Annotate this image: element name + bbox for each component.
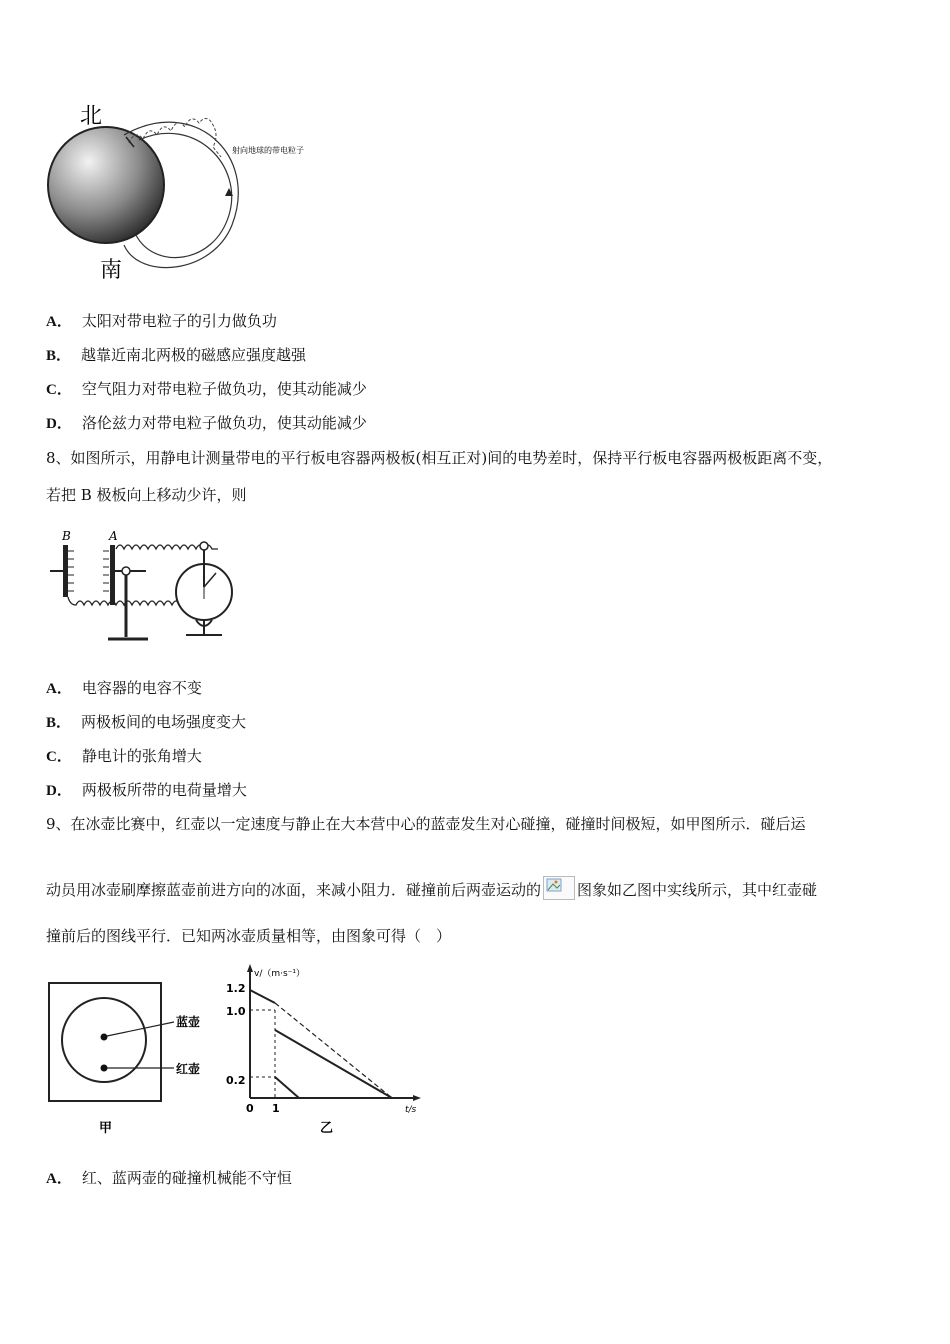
option-letter: A． bbox=[46, 681, 72, 697]
q9-stem-line1: 9、在冰壶比赛中，红壶以一定速度与静止在大本营中心的蓝壶发生对心碰撞，碰撞时间极短，如甲图所示．碰后运 bbox=[46, 815, 806, 833]
red-stone-label: 红壶 bbox=[176, 1062, 201, 1076]
q9-stem-line2 bbox=[46, 876, 817, 900]
option-text: 红、蓝两壶的碰撞机械能不守恒 bbox=[81, 1169, 292, 1187]
q8-stem-line2: 若把 B 极板向上移动少许，则 bbox=[46, 486, 247, 504]
particle-annotation: 射向地球的带电粒子 bbox=[232, 146, 304, 155]
q7-option-d bbox=[46, 413, 367, 434]
option-text: 静电计的张角增大 bbox=[81, 747, 202, 765]
option-text: 两极板所带的电荷量增大 bbox=[81, 781, 247, 799]
house-frame bbox=[49, 983, 161, 1101]
q8-option-b bbox=[46, 712, 246, 733]
broken-image-icon bbox=[543, 876, 575, 900]
option-text: 洛伦兹力对带电粒子做负功，使其动能减少 bbox=[81, 414, 367, 432]
red-stone-before-line bbox=[250, 990, 275, 1003]
option-text: 空气阻力对带电粒子做负功，使其动能减少 bbox=[81, 380, 367, 398]
north-label: 北 bbox=[80, 104, 103, 129]
q7-option-c bbox=[46, 379, 367, 400]
option-letter: C． bbox=[46, 749, 72, 765]
option-text: 越靠近南北两极的磁感应强度越强 bbox=[81, 346, 307, 364]
blue-stone-after-line bbox=[275, 1030, 392, 1098]
blue-stone bbox=[101, 1034, 108, 1041]
q7-option-a bbox=[46, 311, 277, 332]
red-stone-extrapolation bbox=[275, 1003, 392, 1098]
q9-option-a bbox=[46, 1168, 292, 1189]
figure-caption-yi: 乙 bbox=[320, 1121, 334, 1136]
figure-caption-jia: 甲 bbox=[99, 1121, 113, 1136]
option-text: 两极板间的电场强度变大 bbox=[81, 713, 247, 731]
capacitor-electrometer-figure bbox=[46, 527, 246, 652]
q8-option-a bbox=[46, 678, 202, 699]
plate-a bbox=[110, 545, 115, 605]
q9-stem-line2-after: 图象如乙图中实线所示，其中红壶碰 bbox=[577, 881, 818, 899]
q9-stem-line3: 撞前后的图线平行．已知两冰壶质量相等，由图象可得（ ） bbox=[46, 927, 452, 945]
q9-stem-line2-before: 动员用冰壶刷摩擦蓝壶前进方向的冰面，来减小阻力．碰撞前后两壶运动的 bbox=[46, 881, 542, 899]
option-letter: D． bbox=[46, 416, 72, 432]
plate-a-label: A bbox=[109, 529, 118, 543]
option-letter: A． bbox=[46, 314, 72, 330]
q7-option-b bbox=[46, 345, 306, 366]
option-text: 太阳对带电粒子的引力做负功 bbox=[81, 312, 277, 330]
x-tick-0: 0 bbox=[246, 1102, 254, 1115]
q8-option-d bbox=[46, 780, 247, 801]
wire-coil-bottom bbox=[68, 597, 190, 615]
x-axis-label: t/s bbox=[405, 1105, 417, 1115]
red-stone bbox=[101, 1065, 108, 1072]
earth-sphere bbox=[48, 127, 164, 243]
option-letter: B． bbox=[46, 715, 72, 731]
option-letter: B． bbox=[46, 348, 72, 364]
option-text: 电容器的电容不变 bbox=[81, 679, 202, 697]
y-tick-1.2: 1.2 bbox=[226, 982, 246, 995]
q8-stem-line1: 8、如图所示，用静电计测量带电的平行板电容器两极板(相互正对)间的电势差时，保持平行板电容器两极板距离不变， bbox=[46, 449, 833, 467]
y-tick-0.2: 0.2 bbox=[226, 1074, 246, 1087]
plate-b-label: B bbox=[62, 529, 71, 543]
south-label: 南 bbox=[100, 258, 123, 283]
blue-stone-label: 蓝壶 bbox=[176, 1015, 201, 1029]
red-stone-after-line bbox=[275, 1077, 299, 1098]
option-letter: A． bbox=[46, 1171, 72, 1187]
velocity-time-graph bbox=[222, 960, 427, 1140]
y-axis-label: v/（m·s⁻¹） bbox=[254, 969, 306, 979]
curling-house-figure bbox=[46, 980, 216, 1140]
y-tick-1.0: 1.0 bbox=[226, 1005, 246, 1018]
option-letter: C． bbox=[46, 382, 72, 398]
option-letter: D． bbox=[46, 783, 72, 799]
x-tick-1: 1 bbox=[272, 1102, 280, 1115]
q8-option-c bbox=[46, 746, 202, 767]
earth-magnetic-field-figure bbox=[44, 95, 304, 285]
